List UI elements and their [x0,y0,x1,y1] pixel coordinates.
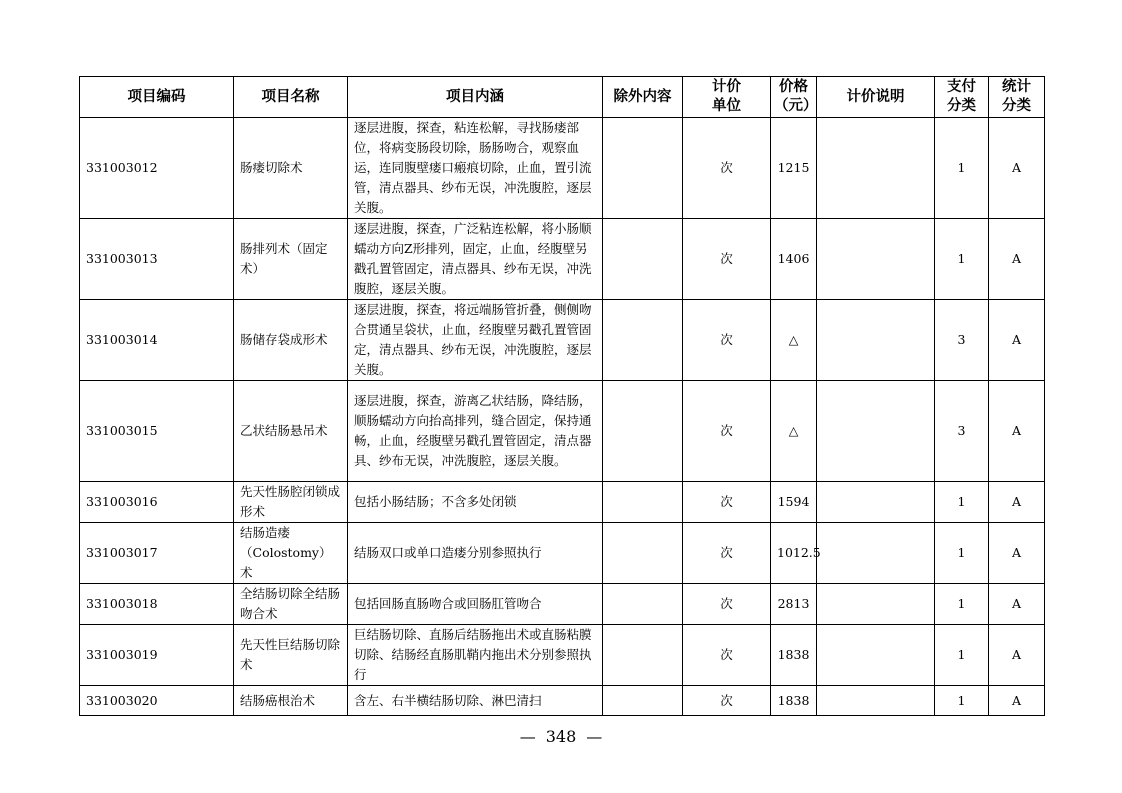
footer-dash-left: — [519,727,536,746]
row-content: 逐层进腹，探查，游离乙状结肠，降结肠，顺肠蠕动方向抬高排列，缝合固定，保持通畅，止血，经腹壁另戳孔置管固定，清点器具、纱布无误，冲洗腹腔，逐层关腹。 [348,381,603,482]
row-code: 331003013 [80,219,234,300]
header-payment-line2: 分类 [947,98,976,114]
row-code: 331003019 [80,625,234,686]
row-content: 含左、右半横结肠切除、淋巴清扫 [348,686,603,716]
row-price: 1838 [771,625,817,686]
row-name: 结肠癌根治术 [234,686,348,716]
row-stat: A [989,686,1045,716]
row-stat: A [989,381,1045,482]
header-code: 项目编码 [80,77,234,118]
row-exclusions [603,584,683,625]
header-payment-line1: 支付 [947,79,976,95]
row-note [817,523,935,584]
row-payment: 1 [935,219,989,300]
row-price: △ [771,300,817,381]
row-note [817,300,935,381]
row-content: 包括回肠直肠吻合或回肠肛管吻合 [348,584,603,625]
row-content: 逐层进腹，探查，将远端肠管折叠，侧侧吻合贯通呈袋状，止血，经腹壁另戳孔置管固定，清点器具、纱布无误，冲洗腹腔，逐层关腹。 [348,300,603,381]
table-row [80,219,1045,300]
row-name: 肠瘘切除术 [234,118,348,219]
row-unit: 次 [683,482,771,523]
row-unit: 次 [683,686,771,716]
row-exclusions [603,381,683,482]
header-unit-line1: 计价 [712,79,741,95]
row-exclusions [603,300,683,381]
header-price [771,77,817,118]
row-name: 全结肠切除全结肠吻合术 [234,584,348,625]
header-row [80,77,1045,118]
row-payment: 1 [935,584,989,625]
table-row [80,625,1045,686]
header-stat-line1: 统计 [1002,79,1031,95]
row-payment: 1 [935,625,989,686]
header-price-line2: （元） [774,98,818,114]
table-row [80,381,1045,482]
row-code: 331003018 [80,584,234,625]
row-note [817,686,935,716]
row-price: 1012.5 [771,523,817,584]
row-exclusions [603,625,683,686]
header-stat [989,77,1045,118]
row-stat: A [989,118,1045,219]
row-exclusions [603,686,683,716]
row-name: 先天性巨结肠切除术 [234,625,348,686]
row-unit: 次 [683,523,771,584]
row-note [817,584,935,625]
header-unit-line2: 单位 [712,98,741,114]
row-exclusions [603,482,683,523]
row-note [817,381,935,482]
row-note [817,118,935,219]
row-price: 1406 [771,219,817,300]
table-row [80,118,1045,219]
row-name: 乙状结肠悬吊术 [234,381,348,482]
row-exclusions [603,118,683,219]
row-unit: 次 [683,219,771,300]
row-code: 331003017 [80,523,234,584]
row-name: 结肠造瘘（Colostomy）术 [234,523,348,584]
row-stat: A [989,523,1045,584]
row-unit: 次 [683,118,771,219]
row-code: 331003020 [80,686,234,716]
row-note [817,625,935,686]
header-payment [935,77,989,118]
footer-dash-right: — [586,727,603,746]
row-payment: 3 [935,300,989,381]
header-stat-line2: 分类 [1002,98,1031,114]
row-stat: A [989,625,1045,686]
header-content: 项目内涵 [348,77,603,118]
row-content: 包括小肠结肠；不含多处闭锁 [348,482,603,523]
row-content: 结肠双口或单口造瘘分别参照执行 [348,523,603,584]
row-code: 331003015 [80,381,234,482]
row-payment: 1 [935,686,989,716]
page-footer [0,727,1122,746]
row-content: 逐层进腹，探查，广泛粘连松解，将小肠顺蠕动方向Z形排列，固定，止血，经腹壁另戳孔置管固定，清点器具、纱布无误，冲洗腹腔，逐层关腹。 [348,219,603,300]
row-payment: 1 [935,118,989,219]
row-unit: 次 [683,625,771,686]
row-unit: 次 [683,381,771,482]
row-price: 1838 [771,686,817,716]
row-note [817,219,935,300]
row-payment: 1 [935,482,989,523]
row-exclusions [603,219,683,300]
header-name: 项目名称 [234,77,348,118]
row-stat: A [989,584,1045,625]
row-note [817,482,935,523]
row-stat: A [989,219,1045,300]
row-price: 1215 [771,118,817,219]
row-price: 1594 [771,482,817,523]
row-content: 巨结肠切除、直肠后结肠拖出术或直肠粘膜切除、结肠经直肠肌鞘内拖出术分别参照执行 [348,625,603,686]
header-exclusions: 除外内容 [603,77,683,118]
row-name: 先天性肠腔闭锁成形术 [234,482,348,523]
table-row [80,584,1045,625]
row-exclusions [603,523,683,584]
price-table [79,76,1045,716]
table-row [80,482,1045,523]
row-price: △ [771,381,817,482]
header-unit [683,77,771,118]
header-note: 计价说明 [817,77,935,118]
row-unit: 次 [683,300,771,381]
row-stat: A [989,300,1045,381]
header-price-line1: 价格 [779,79,808,95]
page-number: 348 [545,727,577,746]
row-payment: 3 [935,381,989,482]
row-name: 肠排列术（固定术） [234,219,348,300]
row-content: 逐层进腹，探查，粘连松解，寻找肠瘘部位，将病变肠段切除，肠肠吻合，观察血运，连同腹壁瘘口瘢痕切除，止血，置引流管，清点器具、纱布无误，冲洗腹腔，逐层关腹。 [348,118,603,219]
row-stat: A [989,482,1045,523]
row-code: 331003012 [80,118,234,219]
row-price: 2813 [771,584,817,625]
row-payment: 1 [935,523,989,584]
table-row [80,686,1045,716]
table-row [80,300,1045,381]
row-unit: 次 [683,584,771,625]
row-code: 331003016 [80,482,234,523]
row-name: 肠储存袋成形术 [234,300,348,381]
table-row [80,523,1045,584]
row-code: 331003014 [80,300,234,381]
